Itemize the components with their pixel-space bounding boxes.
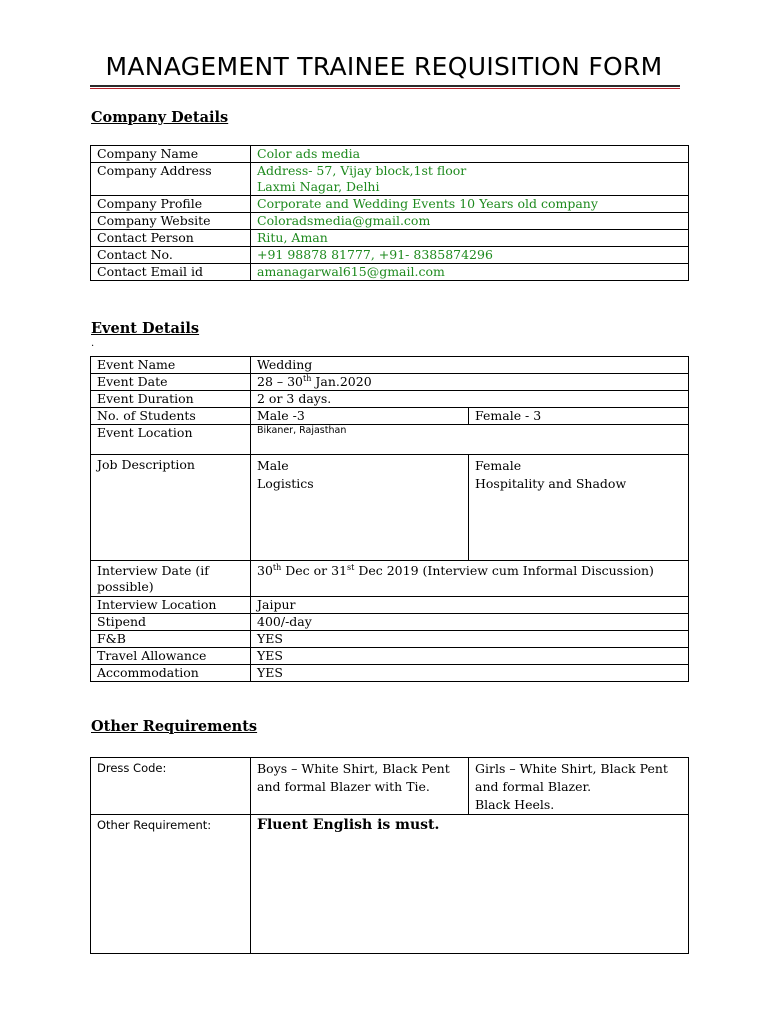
row-value: Ritu, Aman — [251, 230, 689, 247]
row-label: Company Profile — [91, 196, 251, 213]
table-row — [91, 614, 689, 631]
table-row — [91, 631, 689, 648]
event-date — [251, 374, 689, 391]
row-value: amanagarwal615@gmail.com — [251, 264, 689, 281]
other-requirements-table — [90, 757, 689, 954]
dress-girls — [469, 758, 689, 815]
interview-sup: st — [347, 562, 355, 572]
row-label: Other Requirement: — [91, 815, 251, 954]
event-duration: 2 or 3 days. — [251, 391, 689, 408]
company-details-heading: Company Details — [91, 109, 229, 126]
table-row — [91, 163, 689, 196]
date-sup: th — [303, 373, 312, 383]
row-label: Contact Email id — [91, 264, 251, 281]
title-rule-accent — [90, 88, 680, 89]
dress-line: Girls – White Shirt, Black Pent — [475, 761, 668, 776]
row-label: Contact Person — [91, 230, 251, 247]
row-label: No. of Students — [91, 408, 251, 425]
job-male — [251, 455, 469, 561]
row-value: Color ads media — [251, 146, 689, 163]
table-row — [91, 815, 689, 954]
company-details-table — [90, 145, 689, 281]
row-value: Coloradsmedia@gmail.com — [251, 213, 689, 230]
table-row — [91, 357, 689, 374]
date-part: Jan.2020 — [311, 374, 372, 389]
other-requirement: Fluent English is must. — [251, 815, 689, 954]
fb: YES — [251, 631, 689, 648]
table-row — [91, 264, 689, 281]
row-label: Accommodation — [91, 665, 251, 682]
event-location: Bikaner, Rajasthan — [251, 425, 689, 455]
table-row — [91, 455, 689, 561]
row-label: F&B — [91, 631, 251, 648]
row-label: Event Duration — [91, 391, 251, 408]
table-row — [91, 391, 689, 408]
event-name: Wedding — [251, 357, 689, 374]
row-label: Interview Date (if possible) — [91, 561, 251, 597]
table-row — [91, 561, 689, 597]
event-details-table — [90, 356, 689, 682]
job-male-line: Logistics — [257, 476, 314, 491]
interview-part: Dec or 31 — [281, 563, 348, 578]
row-label: Company Website — [91, 213, 251, 230]
event-details-heading: Event Details — [91, 320, 200, 337]
job-female-line: Female — [475, 458, 522, 473]
row-label: Stipend — [91, 614, 251, 631]
table-row — [91, 408, 689, 425]
date-part: 28 – 30 — [257, 374, 304, 389]
interview-part: 30 — [257, 563, 273, 578]
interview-sup: th — [272, 562, 282, 572]
row-label: Event Date — [91, 374, 251, 391]
table-row — [91, 196, 689, 213]
form-title: MANAGEMENT TRAINEE REQUISITION FORM — [105, 52, 663, 81]
row-value — [251, 163, 689, 196]
job-female — [469, 455, 689, 561]
other-requirements-heading: Other Requirements — [91, 718, 258, 735]
dress-line: and formal Blazer. — [475, 779, 592, 794]
interview-date — [251, 561, 689, 597]
interview-location: Jaipur — [251, 597, 689, 614]
table-row — [91, 146, 689, 163]
female-count: Female - 3 — [469, 408, 689, 425]
travel-allowance: YES — [251, 648, 689, 665]
table-row — [91, 374, 689, 391]
address-line-2: Laxmi Nagar, Delhi — [257, 179, 380, 194]
table-row — [91, 648, 689, 665]
table-row — [91, 425, 689, 455]
row-label: Event Location — [91, 425, 251, 455]
row-label: Company Name — [91, 146, 251, 163]
accommodation: YES — [251, 665, 689, 682]
row-value: Corporate and Wedding Events 10 Years old company — [251, 196, 689, 213]
male-count: Male -3 — [251, 408, 469, 425]
dress-boys — [251, 758, 469, 815]
stipend: 400/-day — [251, 614, 689, 631]
row-label: Travel Allowance — [91, 648, 251, 665]
table-row — [91, 597, 689, 614]
dress-line: Boys – White Shirt, Black Pent — [257, 761, 450, 776]
title-rule — [90, 85, 680, 87]
row-label: Job Description — [91, 455, 251, 561]
row-label: Contact No. — [91, 247, 251, 264]
address-line-1: Address- 57, Vijay block,1st floor — [257, 163, 467, 178]
stray-dot: . — [91, 338, 95, 349]
row-label: Company Address — [91, 163, 251, 196]
table-row — [91, 213, 689, 230]
dress-line: and formal Blazer with Tie. — [257, 779, 430, 794]
row-label: Dress Code: — [91, 758, 251, 815]
table-row — [91, 758, 689, 815]
table-row — [91, 230, 689, 247]
table-row — [91, 247, 689, 264]
interview-part: Dec 2019 (Interview cum Informal Discussion) — [354, 563, 654, 578]
job-male-line: Male — [257, 458, 289, 473]
table-row — [91, 665, 689, 682]
dress-line: Black Heels. — [475, 797, 555, 812]
row-value: +91 98878 81777, +91- 8385874296 — [251, 247, 689, 264]
row-label: Interview Location — [91, 597, 251, 614]
job-female-line: Hospitality and Shadow — [475, 476, 627, 491]
row-label: Event Name — [91, 357, 251, 374]
